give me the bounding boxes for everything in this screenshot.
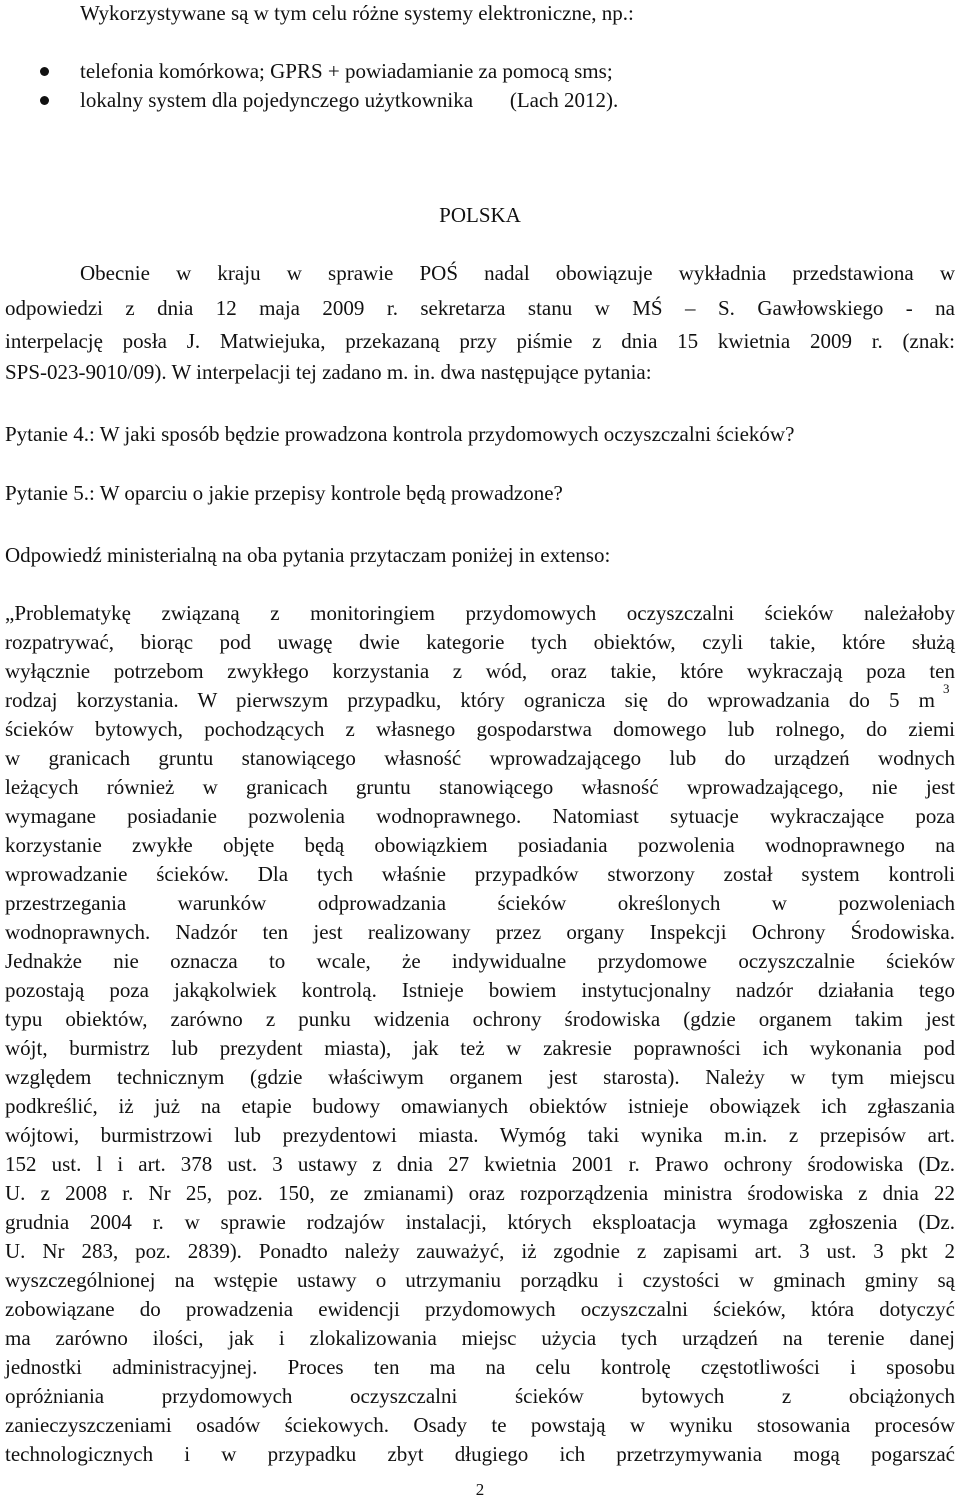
quote-line: pozostają poza jakąkolwiek kontrolą. Istnieje bowiem instytucjonalny nadzór działania tego [5,978,955,1002]
quote-line: technologicznych i w przypadku zbyt długiego ich przetrzymywania mogą pogarszać [5,1442,955,1466]
bullet-icon [40,67,49,76]
quote-line: ma zarówno ilości, jak i zlokalizowania miejsc użycia tych urządzeń na terenie danej [5,1326,955,1350]
quote-line: opróżniania przydomowych oczyszczalni ścieków bytowych z obciążonych [5,1384,955,1408]
quote-line: 152 ust. l i art. 378 ust. 3 ustawy z dnia 27 kwietnia 2001 r. Prawo ochrony środowiska (Dz. [5,1152,955,1176]
quote-line: ścieków bytowych, pochodzących z własnego gospodarstwa domowego lub rolnego, do ziemi [5,717,955,741]
quote-line [5,687,935,713]
quote-line: typu obiektów, zarówno z punku widzenia ochrony środowiska (gdzie organem takim jest [5,1007,955,1031]
page-number: 2 [475,1480,485,1499]
list-item-text: telefonia komórkowa; GPRS + powiadamianie za pomocą sms; [80,59,613,83]
quote-line: „Problematykę związaną z monitoringiem przydomowych oczyszczalni ścieków należałoby [5,601,955,625]
quote-line: leżących również w granicach gruntu stanowiącego własność wprowadzającego, nie jest [5,775,955,799]
answer-intro: Odpowiedź ministerialną na oba pytania przytaczam poniżej in extenso: [5,543,611,567]
quote-line: rozpatrywać, biorąc pod uwagę dwie kategorie tych obiektów, czyli takie, które służą [5,630,955,654]
quote-line: w granicach gruntu stanowiącego własność wprowadzającego lub do urządzeń wodnych [5,746,955,770]
quote-line: zanieczyszczeniami osadów ściekowych. Osady te powstają w wyniku stosowania procesów [5,1413,955,1437]
quote-line: wodnoprawnych. Nadzór ten jest realizowany przez organy Inspekcji Ochrony Środowiska. [5,920,955,944]
intro-text: Wykorzystywane są w tym celu różne systemy elektroniczne, np.: [80,1,634,25]
question-5: Pytanie 5.: W oparciu o jakie przepisy kontrole będą prowadzone? [5,481,563,505]
quote-line: wymagane posiadanie pozwolenia wodnoprawnego. Natomiast sytuacje wykraczające poza [5,804,955,828]
quote-line: jednostki administracyjnej. Proces ten ma na celu kontrolę częstotliwości i sposobu [5,1355,955,1379]
quote-line: wójtowi, burmistrzowi lub prezydentowi miasta. Wymóg taki wynika m.in. z przepisów art. [5,1123,955,1147]
paragraph-line: SPS-023-9010/09). W interpelacji tej zadano m. in. dwa następujące pytania: [5,360,652,384]
quote-line: korzystanie zwykłe objęte będą obowiązkiem posiadania pozwolenia wodnoprawnego na [5,833,955,857]
quote-line: U. Nr 283, poz. 2839). Ponadto należy zauważyć, iż zgodnie z zapisami art. 3 ust. 3 pkt 2 [5,1239,955,1263]
quote-line: grudnia 2004 r. w sprawie rodzajów instalacji, których eksploatacja wymaga zgłoszenia (Dz. [5,1210,955,1234]
quote-line: podkreślić, iż już na etapie budowy omawianych obiektów istnieje obowiązek ich zgłaszania [5,1094,955,1118]
quote-line: wyszczególnionej na wstępie ustawy o utrzymaniu porządku i czystości w gminach gminy są [5,1268,955,1292]
quote-line: przestrzegania warunków odprowadzania ścieków określonych w pozwoleniach [5,891,955,915]
quote-line: względem technicznym (gdzie właściwym organem jest starosta). Należy w tym miejscu [5,1065,955,1089]
quote-line-text: rodzaj korzystania. W pierwszym przypadku, który ogranicza się do wprowadzania do 5 m [5,688,935,712]
document-page: Wykorzystywane są w tym celu różne systemy elektroniczne, np.: telefonia komórkowa; GPRS + powiadamianie za pomocą sms; lokalny system dla pojedynczego użytkownika (Lach 2012). POLSKA Obecnie w kraju w sprawie POŚ nadal obowiązuje wykładnia przedstawiona w odpowiedzi z dnia 12 maja 2009 r. sekretarza stanu w MŚ – S. Gawłowskiego - na interpelację posła J. Matwiejuka, przekazaną przy piśmie z dnia 15 kwietnia 2009 r. (znak: SPS-023-9010/09). W interpelacji tej zadano m. in. dwa następujące pytania: Pytanie 4.: W jaki sposób będzie prowadzona kontrola przydomowych oczyszczalni ścieków? Pytanie 5.: W oparciu o jakie przepisy kontrole będą prowadzone? Odpowiedź ministerialną na oba pytania przytaczam poniżej in extenso: „Problematykę związaną z monitoringiem przydomowych oczyszczalni ścieków należałoby rozpatrywać, biorąc pod uwagę dwie kategorie tych obiektów, czyli takie, które służą wyłącznie potrzebom zwykłego korzystania z wód, oraz takie, które wykraczają poza ten rodzaj korzystania. W pierwszym przypadku, który ogranicza się do wprowadzania do 5 m 3 ścieków bytowych, pochodzących z własnego gospodarstwa domowego lub rolnego, do ziemi w granicach gruntu stanowiącego własność wprowadzającego lub do urządzeń wodnych leżących również w granicach gruntu stanowiącego własność wprowadzającego, nie jest wymagane posiadanie pozwolenia wodnoprawnego. Natomiast sytuacje wykraczające poza korzystanie zwykłe objęte będą obowiązkiem posiadania pozwolenia wodnoprawnego na wprowadzanie ścieków. Dla tych właśnie przypadków stworzony został system kontroli przestrzegania warunków odprowadzania ścieków określonych w pozwoleniach wodnoprawnych. Nadzór ten jest realizowany przez organy Inspekcji Ochrony Środowiska. Jednakże nie oznacza to wcale, że indywidualne przydomowe oczyszczalnie ścieków pozostają poza jakąkolwiek kontrolą. Istnieje bowiem instytucjonalny nadzór działania tego typu obiektów, zarówno z punku widzenia ochrony środowiska (gdzie organem takim jest wójt, burmistrz lub prezydent miasta), jak też w zakresie poprawności ich wykonania pod względem technicznym (gdzie właściwym organem jest starosta). Należy w tym miejscu podkreślić, iż już na etapie budowy omawianych obiektów istnieje obowiązek ich zgłaszania wójtowi, burmistrzowi lub prezydentowi miasta. Wymóg taki wynika m.in. z przepisów art. 152 ust. l i art. 378 ust. 3 ustawy z dnia 27 kwietnia 2001 r. Prawo ochrony środowiska (Dz. U. z 2008 r. Nr 25, poz. 150, ze zmianami) oraz rozporządzenia ministra środowiska z dnia 22 grudnia 2004 r. w sprawie rodzajów instalacji, których eksploatacja wymaga zgłoszenia (Dz. U. Nr 283, poz. 2839). Ponadto należy zauważyć, iż zgodnie z zapisami art. 3 ust. 3 pkt 2 wyszczególnionej na wstępie ustawy o utrzymaniu porządku i czystości w gminach gminy są zobowiązane do prowadzenia ewidencji przydomowych oczyszczalni ścieków, która dotyczyć ma zarówno ilości, jak i zlokalizowania miejsc użycia tych urządzeń na terenie danej jednostki administracyjnej. Proces ten ma na celu kontrolę częstotliwości i sposobu opróżniania przydomowych oczyszczalni ścieków bytowych z obciążonych zanieczyszczeniami osadów ściekowych. Osady te powstają w wyniku stosowania procesów technologicznych i w przypadku zbyt długiego ich przetrzymywania mogą pogarszać 2 [0,0,960,1509]
quote-line: U. z 2008 r. Nr 25, poz. 150, ze zmianami) oraz rozporządzenia ministra środowiska z dnia 22 [5,1181,955,1205]
bullet-icon [40,96,49,105]
list-item-text: lokalny system dla pojedynczego użytkownika (Lach 2012). [80,88,619,112]
paragraph-line: Obecnie w kraju w sprawie POŚ nadal obowiązuje wykładnia przedstawiona w [80,261,955,285]
quote-line: wyłącznie potrzebom zwykłego korzystania z wód, oraz takie, które wykraczają poza ten [5,659,955,683]
paragraph-line: odpowiedzi z dnia 12 maja 2009 r. sekretarza stanu w MŚ – S. Gawłowskiego - na [5,296,955,320]
quote-line: wójt, burmistrz lub prezydent miasta), jak też w zakresie poprawności ich wykonania pod [5,1036,955,1060]
quote-line: wprowadzanie ścieków. Dla tych właśnie przypadków stworzony został system kontroli [5,862,955,886]
section-heading: POLSKA [439,203,521,227]
quote-line: Jednakże nie oznacza to wcale, że indywidualne przydomowe oczyszczalnie ścieków [5,949,955,973]
paragraph-line: interpelację posła J. Matwiejuka, przekazaną przy piśmie z dnia 15 kwietnia 2009 r. (znak: [5,329,955,353]
quote-line: zobowiązane do prowadzenia ewidencji przydomowych oczyszczalni ścieków, która dotyczyć [5,1297,955,1321]
question-4: Pytanie 4.: W jaki sposób będzie prowadzona kontrola przydomowych oczyszczalni ścieków? [5,422,795,446]
